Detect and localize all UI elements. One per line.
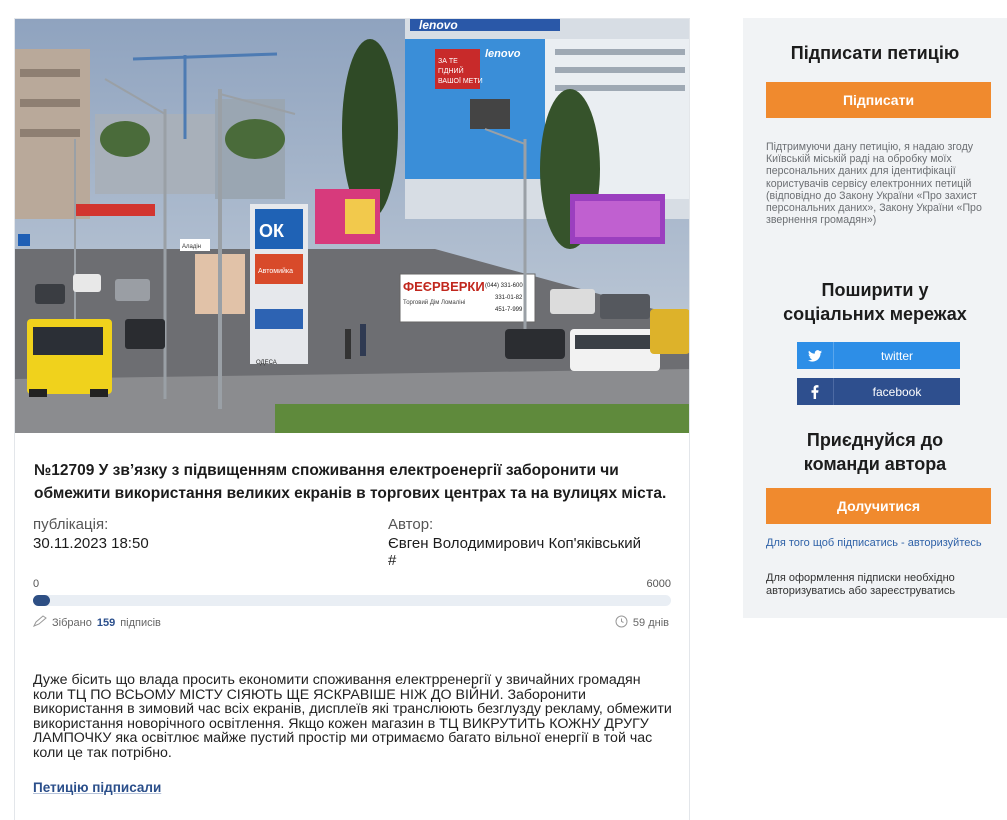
progress-min: 0 [33,578,40,590]
billboard-text-10: Автомийка [258,268,293,275]
facebook-label: facebook [872,384,922,399]
billboard-text-7: 331-01-82 [495,295,523,301]
billboard-text-11: ОДЕСА [256,360,277,366]
join-heading: Приєднуйся до команди автора [803,430,947,474]
billboard-text-5: (044) 331-600 [485,283,523,289]
billboard-fireworks: ФЕЄРВЕРКИ [403,279,485,294]
publication-label: публікація: [33,516,109,533]
petition-body: Дуже бісить що влада просить економити споживання електрренергії у звичайних громадян коли ТЦ ПО ВСЬОМУ МІСТУ СІЯЮТЬ ЩЕ ЯСКРАВІШЕ НІЖ ДО ВІЙНИ. Заборонити використання в зимовий час всіх екранів, дисплеїв які транслюють безглузду рекламу, обмежити використання новорічного освітлення. Якщо кожен магазин в ТЦ ВИКРУТИТЬ КОЖНУ ДРУГУ ЛАМПОЧКУ яка освітлює майже пустий простір ми отримаємо багато вільної енергії в той час коли це так потрібно. [33,672,672,761]
billboard-text-12: Аладін [182,244,201,250]
sidebar [743,18,1007,618]
collected-signatures [33,615,161,630]
facebook-share-button[interactable] [797,378,960,405]
days-left [615,615,669,631]
billboard-text-8: 451-7-999 [495,307,523,313]
collected-prefix: Зібрано [52,616,92,629]
progress-bar [33,595,671,606]
author-name[interactable] [388,535,678,569]
facebook-icon [797,378,834,405]
progress-max: 6000 [646,578,671,590]
auth-note: Для оформлення підписки необхідно авторизуватись або зареєструватись [766,572,956,597]
pen-icon [33,615,47,630]
author-suffix: # [388,552,397,569]
sign-heading: Підписати петицію [790,43,960,63]
petition-card [14,18,690,820]
author-name-text[interactable]: Євген Володимирович Коп'яківський [388,535,641,552]
billboard-text-1: ЗА ТЕ [438,58,458,65]
author-label: Автор: [388,516,434,533]
petition-photo [15,19,690,433]
publication-date: 30.11.2023 18:50 [33,535,149,552]
collected-suffix: підписів [120,616,161,629]
login-link[interactable]: Для того щоб підписатись - авторизуйтесь [766,537,982,549]
twitter-share-button[interactable] [797,342,960,369]
billboard-text-3: ВАШОЇ МЕТИ [438,78,483,85]
share-heading: Поширити у соціальних мережах [783,280,967,324]
join-button[interactable]: Долучитися [766,488,991,524]
billboard-text-6: Торговий Дім Ломаліні [403,300,466,306]
sign-button[interactable]: Підписати [766,82,991,118]
twitter-icon [797,342,834,369]
twitter-label: twitter [880,348,913,363]
days-left-text: 59 днів [632,617,669,629]
billboard-text-2: ГІДНИЙ [438,68,464,75]
collected-count: 159 [96,616,116,629]
petition-title: №12709 У зв’язку з підвищенням споживання електроенергії заборонити чи обмежити використання великих екранів в торгових центрах та на вулицях міста. [34,462,667,502]
progress-fill [33,595,50,606]
signed-list-link[interactable]: Петицію підписали [33,780,162,795]
clock-icon [615,615,628,631]
billboard-lenovo-top: lenovo [419,19,458,32]
billboard-lenovo: lenovo [485,48,521,60]
svg-text:ОК: ОК [259,221,284,241]
consent-text: Підтримуючи дану петицію, я надаю згоду Київській міській раді на обробку моїх персональних даних для ідентифікації користувачів сервісу електронних петицій (відповідно до Закону України «Про захист персональних даних», Закону України «Про звернення громадян») [766,141,982,227]
